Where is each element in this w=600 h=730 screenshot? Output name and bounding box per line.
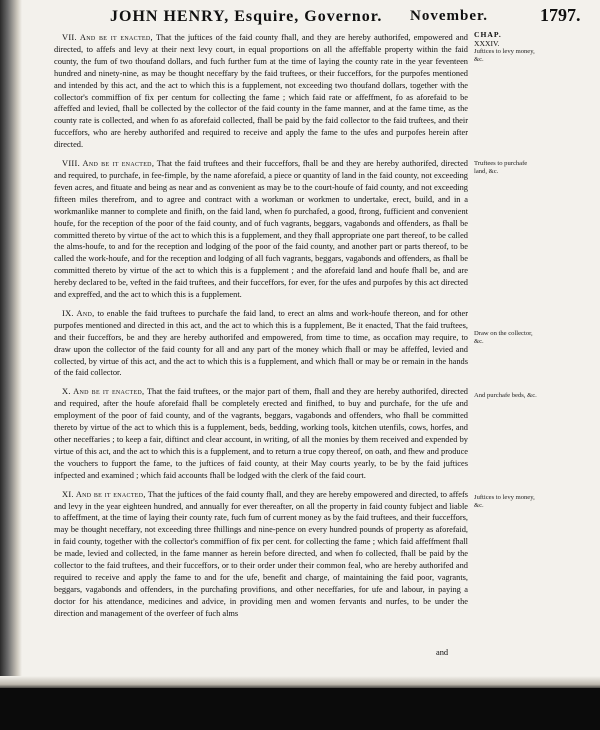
section-lead: XI. And be it enacted, bbox=[62, 489, 146, 499]
section-lead: IX. And, bbox=[62, 308, 95, 318]
chapter-label: CHAP. bbox=[474, 30, 502, 39]
margin-note-2: Truftees to purchafe land, &c. bbox=[474, 160, 528, 175]
section-paragraph bbox=[54, 308, 468, 379]
section-paragraph bbox=[54, 489, 468, 620]
header-month: November. bbox=[410, 8, 489, 24]
chapter-number: XXXIV. bbox=[474, 39, 500, 48]
running-header bbox=[36, 8, 516, 32]
section-text: to enable the faid truftees to purchafe the faid land, to erect an alms and work-houfe thereon, and for other purpofes mentioned and directed in this act, and the act to which this is a fupplement, Be it enacted, That the faid truftees, and their fucceffors, be and they are hereby authorifed and empowered, from time to time, as occafion may require, to draw upon the collector of the faid county for all and any part of the money which fhall or may be affeffed, levied and collected, by virtue of this act, and the act to which this is a fupplement, and which fhall or may be or remain in the hands of the faid collector. bbox=[54, 308, 469, 378]
section-text: That the juftices of the faid county fhall, and they are hereby authorifed, empowered and directed, to affefs and levy at their next levy court, in equal proportions on all the affeffable property within the faid county, the fum of two thoufand dollars, and fuch further fum at the time of laying the county rate in the year feventeen hundred and ninety-nine, as may be thought neceffary by the faid truftees, or their fucceffors, for the purpofes mentioned and intended by this act, and the act to which this is a fupplement, not exceeding two thoufand dollars, together with the collector's commiffion of fix per centum for collecting the fame ; which faid rate or affeffment, fo as aforefaid to be affeffed and levied, fhall be collected by the collector of the faid county in the fame manner, and at the fame time, as the county rate is collected, and when fo as aforefaid collected, fhall be paid by the faid collector to the faid truftees, and their fucceffors, who are hereby authorifed and required to receive and apply the fame to the ufes and purpofes herein after directed. bbox=[54, 33, 468, 150]
section-paragraph bbox=[54, 32, 468, 151]
body-text bbox=[54, 32, 468, 627]
margin-note-3: Draw on the collector, &c. bbox=[474, 330, 533, 345]
chapter-marker bbox=[474, 30, 546, 48]
margin-note-1: Juftices to levy money, &c. bbox=[474, 48, 535, 63]
scan-background bbox=[0, 688, 600, 730]
section-paragraph bbox=[54, 386, 468, 481]
margin-note-4: And purchafe beds, &c. bbox=[474, 392, 537, 399]
section-paragraph bbox=[54, 158, 468, 301]
section-lead: VII. And be it enacted, bbox=[62, 33, 153, 42]
page-gutter bbox=[0, 0, 22, 730]
header-title: JOHN HENRY, Esquire, Governor. bbox=[110, 8, 383, 25]
section-lead: X. And be it enacted, bbox=[62, 387, 145, 397]
margin-note-5: Juftices to levy money, &c. bbox=[474, 494, 535, 509]
header-year: 1797. bbox=[540, 5, 581, 25]
section-text: That the faid truftees, or the major part of them, fhall and they are hereby authorifed, directed and required, after the houfe aforefaid fhall be completely erected and finifhed, to buy and purchafe, for the ufe and employment of the poor of faid county, and of the vagrants, beggars, vagabonds and offenders, who fhall be committed thereto by virtue of the act to which this is a fupplement, beds, bedding, working tools, kitchen utenfils, cows, horfes, and other neceffaries ; to keep a fair, diftinct and clear account, in writing, of all the monies by them received and expended by virtue of this act, and the act to which this is a fupplement, and to return a true copy thereof, on oath, and fhew and produce the vouchers to fupport the fame, to the juftices of faid county, at their May courts yearly, to be by the faid juftices infpected and examined ; which faid accounts fhall be lodged with the clerk of the faid court. bbox=[54, 387, 468, 480]
section-text: That the faid truftees and their fucceffors, fhall be and they are hereby authorifed, directed and required, to purchafe, in fee-fimple, by the name aforefaid, a piece or quantity of land in the faid county, not exceeding feven acres, and fituate and being as near and as convenient as may be to the court-houfe of faid county, and not exceeding fifteen miles therefrom, and to agree and contract with a workman or workmen to undertake, erect, build, and in a workmanlike manner to complete and finifh, on the faid land, when fo purchafed, a good, ftrong, fufficient and convenient houfe, for the reception of the poor of the faid county, and of fuch vagrants, beggars, vagabonds and offenders, as fhall be committed thereto by virtue of the act to which this is a fupplement, and they fhall appropriate one part thereof, to be called the alms-houfe, to and for the reception and lodging of the poor of the faid county, and another part or parts thereof, to be called the work-houfe, and for the reception and lodging of all fuch vagrants, beggars, vagabonds and offenders, as fhall be committed thereto by virtue of the act to which this is a fupplement ; and the aforefaid land and houfe fhall be, and are hereby declared to be, vefted in the faid truftees, and their fucceffors, for ever, for the ufes and purpofes by this act directed and expreffed, and the act to which this is a fupplement. bbox=[54, 159, 468, 300]
section-lead: VIII. And be it enacted, bbox=[62, 159, 155, 169]
catchword: and bbox=[436, 648, 449, 657]
section-text: That the juftices of the faid county fhall, and they are hereby empowered and directed, to affefs and levy in the year eighteen hundred, and annually for ever thereafter, on all the property in faid county fubject and liable to affeffment, at the time of laying their county rate, fuch fum of current money as by the faid truftees, and their fucceffors, may be thought neceffary, not exceeding three fhillings and nine-pence on every hundred pounds of property as aforefaid, in faid county, together with the collector's commiffion of fix per cent. for collecting the fame ; which faid affeffment fhall be made, levied and collected, in the fame manner as herein before directed, and when fo collected, fhall be paid by the collector to the faid truftees, and their fucceffors, or to their order under their common feal, who are hereby authorifed and required to receive and apply the fame to and for the ufe, benefit and charge, of maintaining the faid poor, vagrants, beggars, vagabonds and offenders, in the purchafing provifions, and other neceffaries, for ufe and labour, in paying a doctor for his attendance, medicines and advice, in providing men and women fervants and nurfes, to be under the direction and management of the overfeer of fuch alms bbox=[54, 489, 469, 618]
